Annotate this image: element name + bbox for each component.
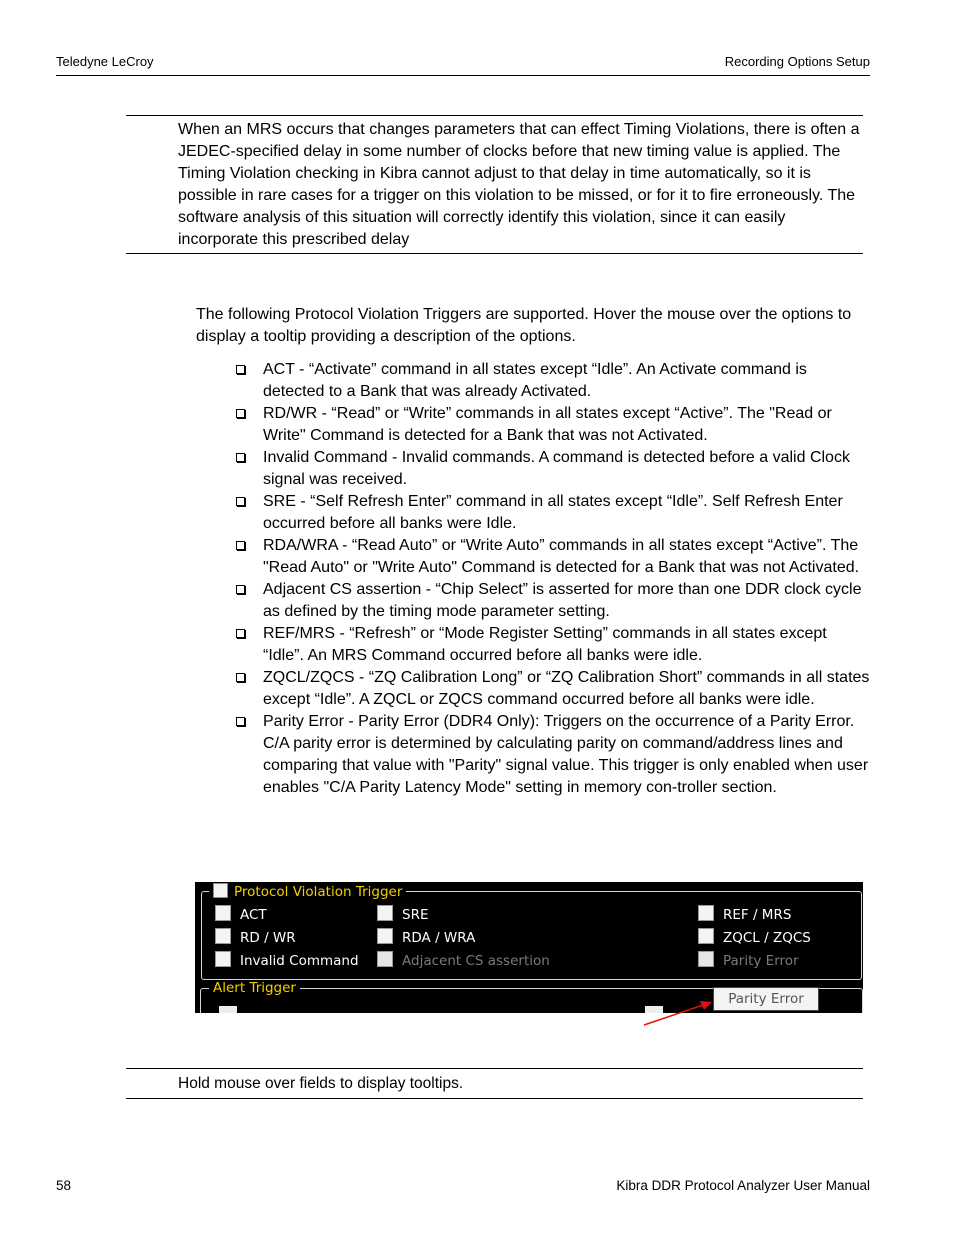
list-item-text: REF/MRS - “Refresh” or “Mode Register Setting” commands in all states except “Idle”. An MRS Command occurred before all banks were idle. (263, 625, 827, 664)
list-item-text: SRE - “Self Refresh Enter” command in all states except “Idle”. Self Refresh Enter occurred before all banks were Idle. (263, 493, 843, 532)
checkbox-bullet-icon (236, 585, 245, 594)
list-item-text: Adjacent CS assertion - “Chip Select” is asserted for more than one DDR clock cycle as defined by the timing mode parameter setting. (263, 581, 862, 620)
header-left: Teledyne LeCroy (56, 54, 154, 69)
list-item-text: Invalid Command - Invalid commands. A command is detected before a valid Clock signal was received. (263, 449, 850, 488)
option-label: RDA / WRA (402, 930, 476, 946)
list-item (236, 667, 872, 711)
intro-paragraph: The following Protocol Violation Triggers are supported. Hover the mouse over the options to display a tooltip providing a description of the options. (196, 306, 852, 345)
option-ref-mrs[interactable] (698, 905, 791, 923)
option-rd-wr[interactable] (215, 928, 296, 946)
checkbox-bullet-icon (236, 365, 245, 374)
list-item (236, 491, 872, 535)
checkbox-bullet-icon (236, 673, 245, 682)
protocol-violation-title: Protocol Violation Trigger (234, 884, 403, 900)
ref-mrs-checkbox[interactable] (698, 905, 714, 921)
checkbox-bullet-icon (236, 497, 245, 506)
note-text: When an MRS occurs that changes parameters that can effect Timing Violations, there is often a JEDEC-specified delay in some number of clocks before that new timing value is applied. The Timing Violation checking in Kibra cannot adjust to that delay in time automatically, so it is possible in rare cases for a trigger on this violation to be missed, or for it to fire erroneously. The software analysis of this situation will correctly identify this violation, since it can easily incorporate this prescribed delay (178, 121, 860, 248)
list-item (236, 711, 872, 799)
sre-checkbox[interactable] (377, 905, 393, 921)
option-label: Adjacent CS assertion (402, 953, 550, 969)
footer-title: Kibra DDR Protocol Analyzer User Manual (616, 1178, 870, 1193)
header-rule (56, 75, 870, 76)
list-item (236, 623, 872, 667)
option-label: ACT (240, 907, 267, 923)
list-item (236, 447, 872, 491)
checkbox-bullet-icon (236, 717, 245, 726)
option-label: REF / MRS (723, 907, 792, 923)
note-box-bottom (126, 1068, 863, 1099)
option-label: SRE (402, 907, 429, 923)
pointer-arrow-icon (640, 995, 720, 1029)
list-item (236, 579, 872, 623)
rda-wra-checkbox[interactable] (377, 928, 393, 944)
option-label: Parity Error (723, 953, 799, 969)
option-invalid-command[interactable] (215, 951, 359, 969)
option-adjacent-cs (377, 951, 550, 969)
option-zqcl-zqcs[interactable] (698, 928, 811, 946)
note-box-top (126, 115, 863, 254)
list-item-text: RDA/WRA - “Read Auto” or “Write Auto” commands in all states except “Active”. The "Read Auto" or "Write Auto" Command is detected for a Bank that was not Activated. (263, 537, 860, 576)
protocol-violation-checkbox[interactable] (213, 883, 228, 898)
parity-error-checkbox[interactable] (698, 951, 714, 967)
option-sre[interactable] (377, 905, 428, 923)
tip-text: Hold mouse over fields to display tooltips. (178, 1075, 464, 1092)
page-number: 58 (56, 1178, 72, 1193)
alert-checkbox-partial[interactable] (219, 1006, 237, 1013)
protocol-violation-legend[interactable] (209, 883, 406, 900)
checkbox-bullet-icon (236, 409, 245, 418)
act-checkbox[interactable] (215, 905, 231, 921)
protocol-violation-trigger-panel (195, 882, 863, 1013)
rd-wr-checkbox[interactable] (215, 928, 231, 944)
checkbox-bullet-icon (236, 541, 245, 550)
list-item-text: ZQCL/ZQCS - “ZQ Calibration Long” or “ZQ Calibration Short” commands in all states except “Idle”. A ZQCL or ZQCS command occurred before all banks were idle. (263, 669, 870, 708)
alert-trigger-title: Alert Trigger (209, 980, 300, 996)
list-item-text: RD/WR - “Read” or “Write” commands in all states except “Active”. The "Read or Write" Command is detected for a Bank that was not Activated. (263, 405, 832, 444)
list-item-text: Parity Error - Parity Error (DDR4 Only): Triggers on the occurrence of a Parity Error. C/A parity error is determined by calculating parity on command/address lines and comparing that value with "Parity" signal value. This trigger is only enabled when user enables "C/A Parity Latency Mode" setting in memory con-troller section. (263, 713, 869, 796)
header-right: Recording Options Setup (724, 54, 870, 69)
checkbox-bullet-icon (236, 453, 245, 462)
list-item (236, 535, 872, 579)
list-item-text: ACT - “Activate” command in all states except “Idle”. An Activate command is detected to a Bank that was already Activated. (263, 361, 807, 400)
option-label: RD / WR (240, 930, 296, 946)
adjacent-cs-checkbox (377, 951, 393, 967)
list-item (236, 359, 872, 403)
option-rda-wra[interactable] (377, 928, 475, 946)
option-parity-error[interactable] (698, 951, 799, 969)
checkbox-bullet-icon (236, 629, 245, 638)
trigger-list (236, 359, 872, 799)
zqcl-zqcs-checkbox[interactable] (698, 928, 714, 944)
invalid-command-checkbox[interactable] (215, 951, 231, 967)
option-label: Invalid Command (240, 953, 359, 969)
parity-error-tooltip: Parity Error (713, 987, 819, 1011)
option-label: ZQCL / ZQCS (723, 930, 811, 946)
list-item (236, 403, 872, 447)
option-act[interactable] (215, 905, 267, 923)
